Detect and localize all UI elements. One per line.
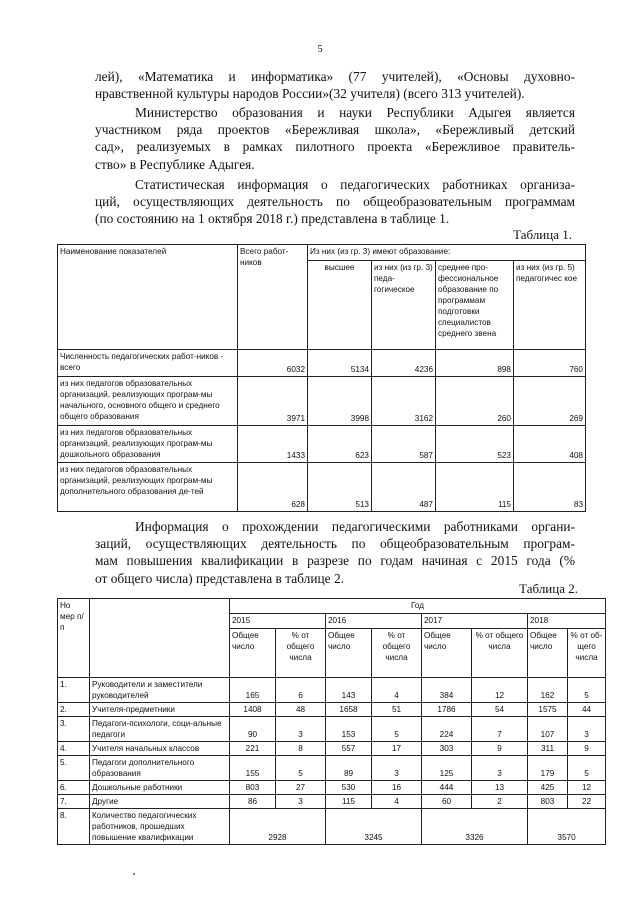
header-cell: Общее число	[326, 629, 372, 678]
table-cell: 224	[422, 717, 472, 742]
table-cell: 2	[472, 795, 528, 809]
header-cell: Всего работ-ников	[238, 245, 308, 350]
text-line: сад», реализуемых в рамках пилотного проекта «Бережливое правитель-	[95, 139, 575, 155]
row-number: 3.	[58, 717, 90, 742]
table-cell: 3	[568, 717, 606, 742]
year-cell: 2016	[326, 614, 422, 629]
table-cell: 115	[326, 795, 372, 809]
table-cell: 165	[230, 678, 276, 703]
table-cell: 6	[276, 678, 326, 703]
table-cell: 311	[528, 742, 568, 756]
table-cell: 5	[276, 756, 326, 781]
table-cell: 587	[372, 426, 436, 463]
table-cell: 3971	[238, 377, 308, 426]
table-cell: 5	[568, 678, 606, 703]
table-cell: 1433	[238, 426, 308, 463]
table-cell: 86	[230, 795, 276, 809]
table-row	[58, 742, 606, 756]
total-cell: 2928	[230, 809, 326, 845]
header-cell: из них (из гр. 5) педагогичес кое	[514, 260, 586, 349]
row-label: из них педагогов образовательных организаций, реализующих програм-мы дошкольного образования	[58, 426, 238, 463]
table-row	[58, 463, 586, 512]
table-cell: 89	[326, 756, 372, 781]
table-teachers-education	[57, 244, 586, 512]
row-label: Педагоги дополнительного образования	[90, 756, 230, 781]
table-cell: 760	[514, 350, 586, 377]
table-cell: 530	[326, 781, 372, 795]
text-line: Министерство образования и науки Республики Адыгея является	[135, 105, 575, 120]
header-cell: среднее про-фессиональное образование по программам подготовки специалистов среднего звена	[436, 260, 514, 349]
table-cell: 1658	[326, 703, 372, 717]
table-cell: 628	[238, 463, 308, 512]
paragraph-qualification-intro	[95, 518, 575, 587]
table-cell: 5134	[308, 350, 372, 377]
table-cell: 12	[568, 781, 606, 795]
table-row	[58, 717, 606, 742]
row-label: Учителя-предметники	[90, 703, 230, 717]
paragraph-statistics-intro	[95, 176, 575, 228]
table-cell: 444	[422, 781, 472, 795]
table-row	[58, 781, 606, 795]
row-label: Педагоги-психологи, соци-альные педагоги	[90, 717, 230, 742]
table-cell: 9	[568, 742, 606, 756]
table-cell: 221	[230, 742, 276, 756]
table-qualification	[57, 598, 606, 845]
text-line: заций, осуществляющих деятельность по общеобразовательным програм-	[95, 536, 575, 552]
table-header-row	[58, 245, 586, 261]
text-line: участником ряда проектов «Бережливая школа», «Бережливый детский	[95, 122, 575, 138]
table-cell: 6032	[238, 350, 308, 377]
table-cell: 487	[372, 463, 436, 512]
header-cell: % от общего числа	[472, 629, 528, 678]
table-cell: 1408	[230, 703, 276, 717]
table-cell: 162	[528, 678, 568, 703]
table-cell: 3	[276, 717, 326, 742]
row-number: 1.	[58, 678, 90, 703]
table-cell: 623	[308, 426, 372, 463]
table-cell: 3998	[308, 377, 372, 426]
table-cell: 16	[372, 781, 422, 795]
header-cell: из них (из гр. 3) педа-гогическое	[372, 260, 436, 349]
row-label: Учителя начальных классов	[90, 742, 230, 756]
table-cell: 13	[472, 781, 528, 795]
text-line: ций, осуществляющих деятельность по общеобразовательным программам	[95, 194, 575, 210]
table-cell: 269	[514, 377, 586, 426]
year-cell: 2018	[528, 614, 606, 629]
table-cell: 3	[372, 756, 422, 781]
paragraph-subjects	[95, 68, 575, 102]
table-cell: 9	[472, 742, 528, 756]
table-cell: 4	[372, 795, 422, 809]
text-line: Статистическая информация о педагогических работниках организа-	[135, 177, 575, 192]
text-line: лей), «Математика и информатика» (77 учителей), «Основы духовно-	[95, 69, 575, 84]
row-number: 6.	[58, 781, 90, 795]
table-cell: 3	[276, 795, 326, 809]
table-cell: 143	[326, 678, 372, 703]
total-cell: 3570	[528, 809, 606, 845]
table-cell: 3	[472, 756, 528, 781]
table-cell: 557	[326, 742, 372, 756]
row-label: Дошкольные работники	[90, 781, 230, 795]
table-cell: 44	[568, 703, 606, 717]
header-cell: % от об-щего числа	[568, 629, 606, 678]
table-cell: 22	[568, 795, 606, 809]
total-cell: 3326	[422, 809, 528, 845]
text-line: нравственной культуры народов России»(32 учителя) (всего 313 учителей).	[95, 86, 525, 102]
table-cell: 523	[436, 426, 514, 463]
table-cell: 513	[308, 463, 372, 512]
table-row	[58, 377, 586, 426]
row-label: Другие	[90, 795, 230, 809]
row-number: 2.	[58, 703, 90, 717]
table-row	[58, 350, 586, 377]
header-cell: Из них (из гр. 3) имеют образование:	[308, 245, 586, 261]
header-cell: Общее число	[230, 629, 276, 678]
text-line: ство» в Республике Адыгея.	[95, 156, 255, 172]
scan-speck	[133, 873, 135, 875]
header-cell: Наименование показателей	[58, 245, 238, 350]
paragraph-projects	[95, 104, 575, 173]
year-cell: 2017	[422, 614, 528, 629]
header-cell-empty	[90, 599, 230, 678]
table-cell: 17	[372, 742, 422, 756]
page-number: 5	[317, 44, 323, 55]
table-row	[58, 678, 606, 703]
year-cell: 2015	[230, 614, 326, 629]
table-cell: 1786	[422, 703, 472, 717]
header-cell: высшее	[308, 260, 372, 349]
header-cell: Год	[230, 599, 606, 614]
table-cell: 1575	[528, 703, 568, 717]
table2-caption: Таблица 2.	[519, 581, 578, 596]
header-cell: % от общего числа	[372, 629, 422, 678]
table-cell: 5	[568, 756, 606, 781]
table-cell: 8	[276, 742, 326, 756]
header-cell: Общее число	[528, 629, 568, 678]
row-label: Руководители и заместители руководителей	[90, 678, 230, 703]
table-header-row	[58, 599, 606, 614]
table-cell: 425	[528, 781, 568, 795]
table-total-row	[58, 809, 606, 845]
table-cell: 54	[472, 703, 528, 717]
table-cell: 4236	[372, 350, 436, 377]
table-cell: 125	[422, 756, 472, 781]
text-line: от общего числа) представлена в таблице 2.	[95, 570, 344, 586]
row-number: 4.	[58, 742, 90, 756]
header-cell: Общее число	[422, 629, 472, 678]
header-cell: Но мер п/п	[58, 599, 90, 678]
row-number: 7.	[58, 795, 90, 809]
table-cell: 7	[472, 717, 528, 742]
row-number: 8.	[58, 809, 90, 845]
table-cell: 155	[230, 756, 276, 781]
row-label: Численность педагогических работ-ников - всего	[58, 350, 238, 377]
text-line: Информация о прохождении педагогическими работниками органи-	[135, 519, 575, 534]
table-cell: 5	[372, 717, 422, 742]
total-cell: 3245	[326, 809, 422, 845]
text-line: (по состоянию на 1 октября 2018 г.) представлена в таблице 1.	[95, 211, 450, 227]
row-label: Количество педагогических работников, прошедших повышение квалификации	[90, 809, 230, 845]
table-cell: 4	[372, 678, 422, 703]
table-cell: 153	[326, 717, 372, 742]
table-row	[58, 426, 586, 463]
table-cell: 27	[276, 781, 326, 795]
header-cell: % от общего числа	[276, 629, 326, 678]
table-cell: 898	[436, 350, 514, 377]
table-cell: 48	[276, 703, 326, 717]
table-cell: 408	[514, 426, 586, 463]
table-row	[58, 795, 606, 809]
table-cell: 803	[230, 781, 276, 795]
table-cell: 51	[372, 703, 422, 717]
table-cell: 83	[514, 463, 586, 512]
table-cell: 12	[472, 678, 528, 703]
table-cell: 115	[436, 463, 514, 512]
text-line: мам повышения квалификации в разрезе по годам начиная с 2015 года (%	[95, 553, 575, 569]
table-cell: 107	[528, 717, 568, 742]
table-cell: 803	[528, 795, 568, 809]
table-cell: 179	[528, 756, 568, 781]
row-label: из них педагогов образовательных организаций, реализующих програм-мы начального, основного общего и среднего общего образования	[58, 377, 238, 426]
row-label: из них педагогов образовательных организаций, реализующих програм-мы дополнительного образования де-тей	[58, 463, 238, 512]
table-row	[58, 703, 606, 717]
table-cell: 90	[230, 717, 276, 742]
table1-caption: Таблица 1.	[513, 227, 572, 242]
table-cell: 3162	[372, 377, 436, 426]
table-cell: 384	[422, 678, 472, 703]
table-cell: 60	[422, 795, 472, 809]
table-row	[58, 756, 606, 781]
row-number: 5.	[58, 756, 90, 781]
table-cell: 260	[436, 377, 514, 426]
table-cell: 303	[422, 742, 472, 756]
